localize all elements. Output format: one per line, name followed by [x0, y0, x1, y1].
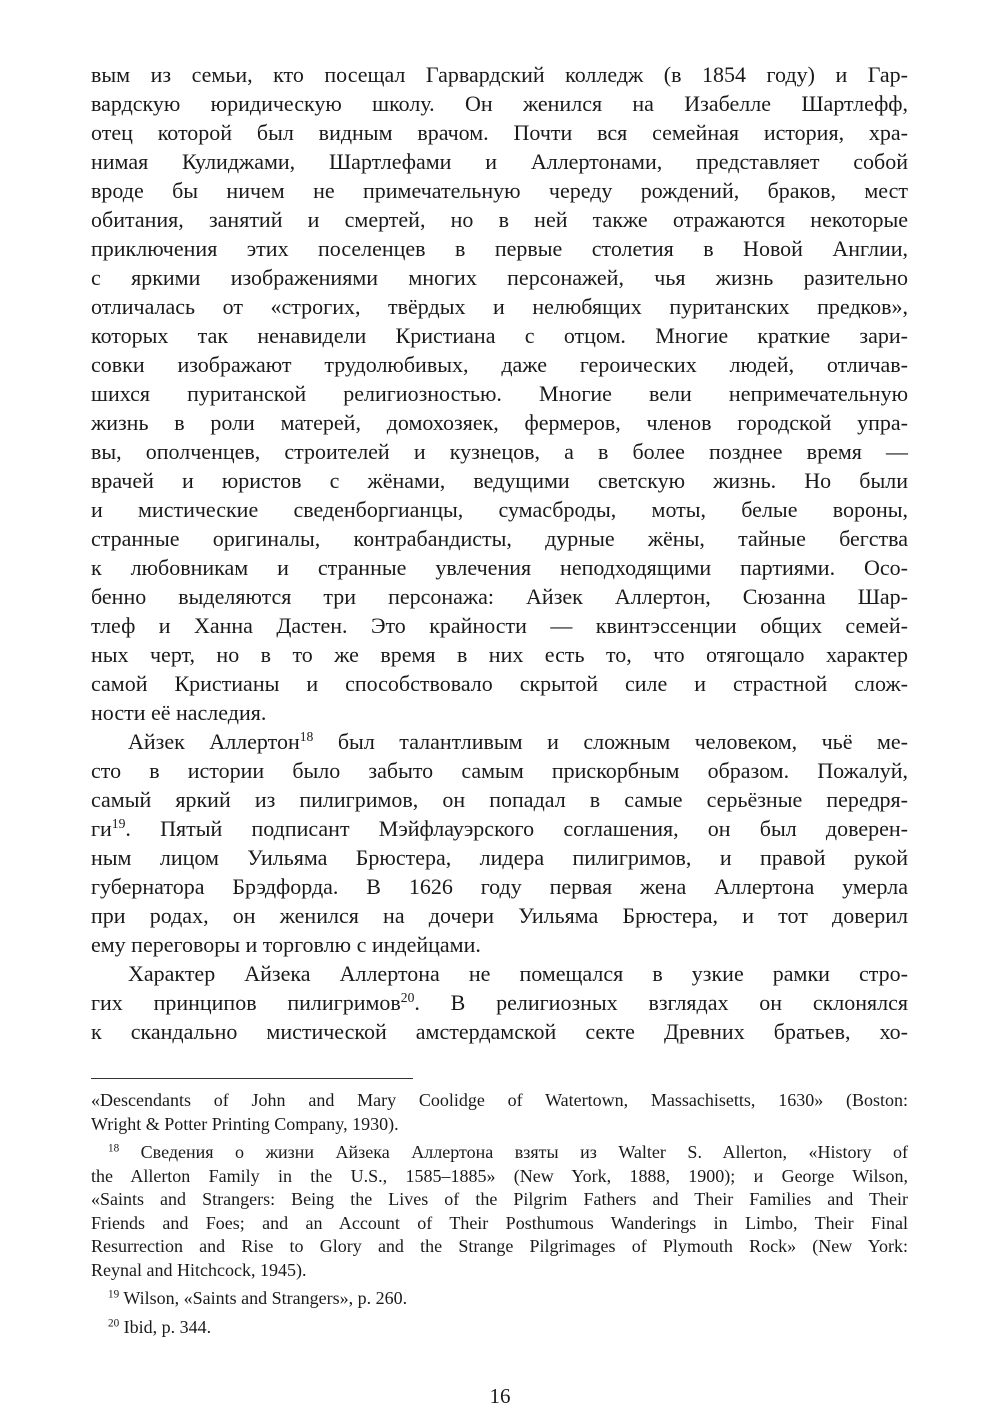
text-segment: Ibid, p. 344. [119, 1316, 212, 1337]
text-segment: Reynal and Hitchcock, 1945). [91, 1259, 307, 1280]
footnote-reference[interactable]: 19 [111, 815, 126, 831]
text-line [91, 553, 908, 582]
text-segment: Wilson, «Saints and Strangers», p. 260. [119, 1288, 408, 1308]
text-line [91, 263, 908, 292]
text-line [91, 1235, 908, 1259]
text-segment: Wright & Potter Printing Company, 1930). [91, 1113, 399, 1134]
footnote-reference[interactable]: 19 [108, 1288, 120, 1301]
text-segment: ности её наследия. [91, 700, 267, 725]
text-line [91, 611, 908, 640]
text-line [91, 959, 908, 988]
text-line [91, 988, 908, 1017]
paragraph [91, 959, 908, 1046]
text-line [91, 234, 908, 263]
text-segment: жизнь в роли матерей, домохозяек, фермеров, членов городской упра- [91, 410, 908, 435]
page-number: 16 [489, 1384, 511, 1408]
footnote [91, 1316, 908, 1340]
text-line [91, 756, 908, 785]
text-line [91, 118, 908, 147]
text-line [91, 727, 908, 756]
text-line [91, 582, 908, 611]
text-segment: вроде бы ничем не примечательную череду рождений, браков, мест [91, 178, 908, 203]
text-line [91, 379, 908, 408]
text-segment: «Saints and Strangers: Being the Lives of the Pilgrim Fathers and Their Families and Their [91, 1189, 908, 1209]
text-segment: вым из семьи, кто посещал Гарвардский колледж (в 1854 году) и Гар- [91, 62, 908, 87]
text-line [91, 872, 908, 901]
text-line [91, 640, 908, 669]
text-segment: гих принципов пилигримов [91, 990, 401, 1015]
text-segment: ных черт, но в то же время в них есть то, что отягощало характер [91, 642, 908, 667]
text-line [91, 437, 908, 466]
text-line [91, 698, 908, 727]
text-line [91, 1316, 908, 1340]
text-segment: самый яркий из пилигримов, он попадал в самые серьёзные передря- [91, 787, 908, 812]
text-segment: Сведения о жизни Айзека Аллертона взяты из Walter S. Allerton, «History of [119, 1142, 908, 1162]
text-segment: тлеф и Ханна Дастен. Это крайности — квинтэссенции общих семей- [91, 613, 908, 638]
text-segment: ги [91, 816, 112, 841]
text-line [91, 60, 908, 89]
footnotes [91, 1089, 908, 1339]
text-line [91, 785, 908, 814]
text-line [91, 495, 908, 524]
text-segment: отличалась от «строгих, твёрдых и нелюбящих пуританских предков», [91, 294, 908, 319]
text-segment: при родах, он женился на дочери Уильяма Брюстера, и тот доверил [91, 903, 908, 928]
text-segment: странные оригиналы, контрабандисты, дурные жёны, тайные бегства [91, 526, 908, 551]
text-segment: которых так ненавидели Кристиана с отцом. Многие краткие зари- [91, 323, 908, 348]
text-line [91, 1165, 908, 1189]
text-segment: губернатора Брэдфорда. В 1626 году первая жена Аллертона умерла [91, 874, 908, 899]
paragraph [91, 60, 908, 727]
text-line [91, 843, 908, 872]
text-line [91, 321, 908, 350]
footnote [91, 1141, 908, 1282]
footnote-reference[interactable]: 20 [108, 1316, 120, 1329]
text-segment: был талантливым и сложным человеком, чьё ме- [313, 729, 908, 754]
text-line [91, 1017, 908, 1046]
text-segment: самой Кристианы и способствовало скрытой силе и страстной слож- [91, 671, 908, 696]
main-text [91, 60, 908, 1046]
text-segment: с яркими изображениями многих персонажей, чья жизнь разительно [91, 265, 908, 290]
text-line [91, 1141, 908, 1165]
text-line [91, 350, 908, 379]
paragraph [91, 727, 908, 959]
text-line [91, 524, 908, 553]
footnote [91, 1089, 908, 1136]
text-segment: и мистические сведенборгианцы, сумасброды, моты, белые вороны, [91, 497, 908, 522]
text-segment: . Пятый подписант Мэйфлауэрского соглашения, он был доверен- [125, 816, 908, 841]
text-line [91, 1259, 908, 1283]
text-segment: шихся пуританской религиозностью. Многие вели непримечательную [91, 381, 908, 406]
footnote-separator [91, 1078, 413, 1079]
text-segment: ему переговоры и торговлю с индейцами. [91, 932, 481, 957]
text-segment: вы, ополченцев, строителей и кузнецов, а в более позднее время — [91, 439, 908, 464]
footnote-reference[interactable]: 18 [299, 728, 314, 744]
text-segment: вардскую юридическую школу. Он женился на Изабелле Шартлефф, [91, 91, 908, 116]
text-segment: Friends and Foes; and an Account of Their Posthumous Wanderings in Limbo, Their Final [91, 1212, 908, 1233]
text-segment: нимая Кулиджами, Шартлефами и Аллертонами, представляет собой [91, 149, 908, 174]
text-line [91, 408, 908, 437]
text-line [91, 466, 908, 495]
text-line [91, 669, 908, 698]
text-line [91, 901, 908, 930]
footnote [91, 1287, 908, 1311]
text-segment: Характер Айзека Аллертона не помещался в узкие рамки стро- [128, 961, 908, 986]
text-line [91, 1287, 908, 1311]
text-segment: Resurrection and Rise to Glory and the Strange Pilgrimages of Plymouth Rock» (New York: [91, 1236, 908, 1256]
text-line [91, 1188, 908, 1212]
text-line [91, 176, 908, 205]
text-segment: . В религиозных взглядах он склонялся [414, 990, 909, 1015]
text-segment: к любовникам и странные увлечения неподходящими партиями. Осо- [91, 555, 908, 580]
text-segment: приключения этих поселенцев в первые столетия в Новой Англии, [91, 236, 908, 261]
text-segment: отец которой был видным врачом. Почти вся семейная история, хра- [91, 120, 908, 145]
text-line [91, 814, 908, 843]
text-segment: the Allerton Family in the U.S., 1585–1885» (New York, 1888, 1900); и George Wilson, [91, 1165, 908, 1186]
text-segment: врачей и юристов с жёнами, ведущими светскую жизнь. Но были [91, 468, 908, 493]
text-line [91, 147, 908, 176]
text-line [91, 1212, 908, 1236]
text-segment: «Descendants of John and Mary Coolidge of Watertown, Massachisetts, 1630» (Boston: [91, 1090, 908, 1110]
footnote-reference[interactable]: 18 [108, 1142, 120, 1155]
text-segment: совки изображают трудолюбивых, даже героических людей, отличав- [91, 352, 908, 377]
text-segment: бенно выделяются три персонажа: Айзек Аллертон, Сюзанна Шар- [91, 584, 908, 609]
text-line [91, 1113, 908, 1137]
text-segment: к скандально мистической амстердамской секте Древних братьев, хо- [91, 1019, 908, 1044]
text-line [91, 292, 908, 321]
text-segment: ным лицом Уильяма Брюстера, лидера пилигримов, и правой рукой [91, 845, 908, 870]
text-segment: обитания, занятий и смертей, но в ней также отражаются некоторые [91, 207, 908, 232]
text-segment: Айзек Аллертон [128, 729, 300, 754]
footnote-reference[interactable]: 20 [400, 989, 415, 1005]
text-line [91, 205, 908, 234]
text-line [91, 89, 908, 118]
text-line [91, 1089, 908, 1113]
text-segment: сто в истории было забыто самым прискорбным образом. Пожалуй, [91, 758, 908, 783]
text-line [91, 930, 908, 959]
